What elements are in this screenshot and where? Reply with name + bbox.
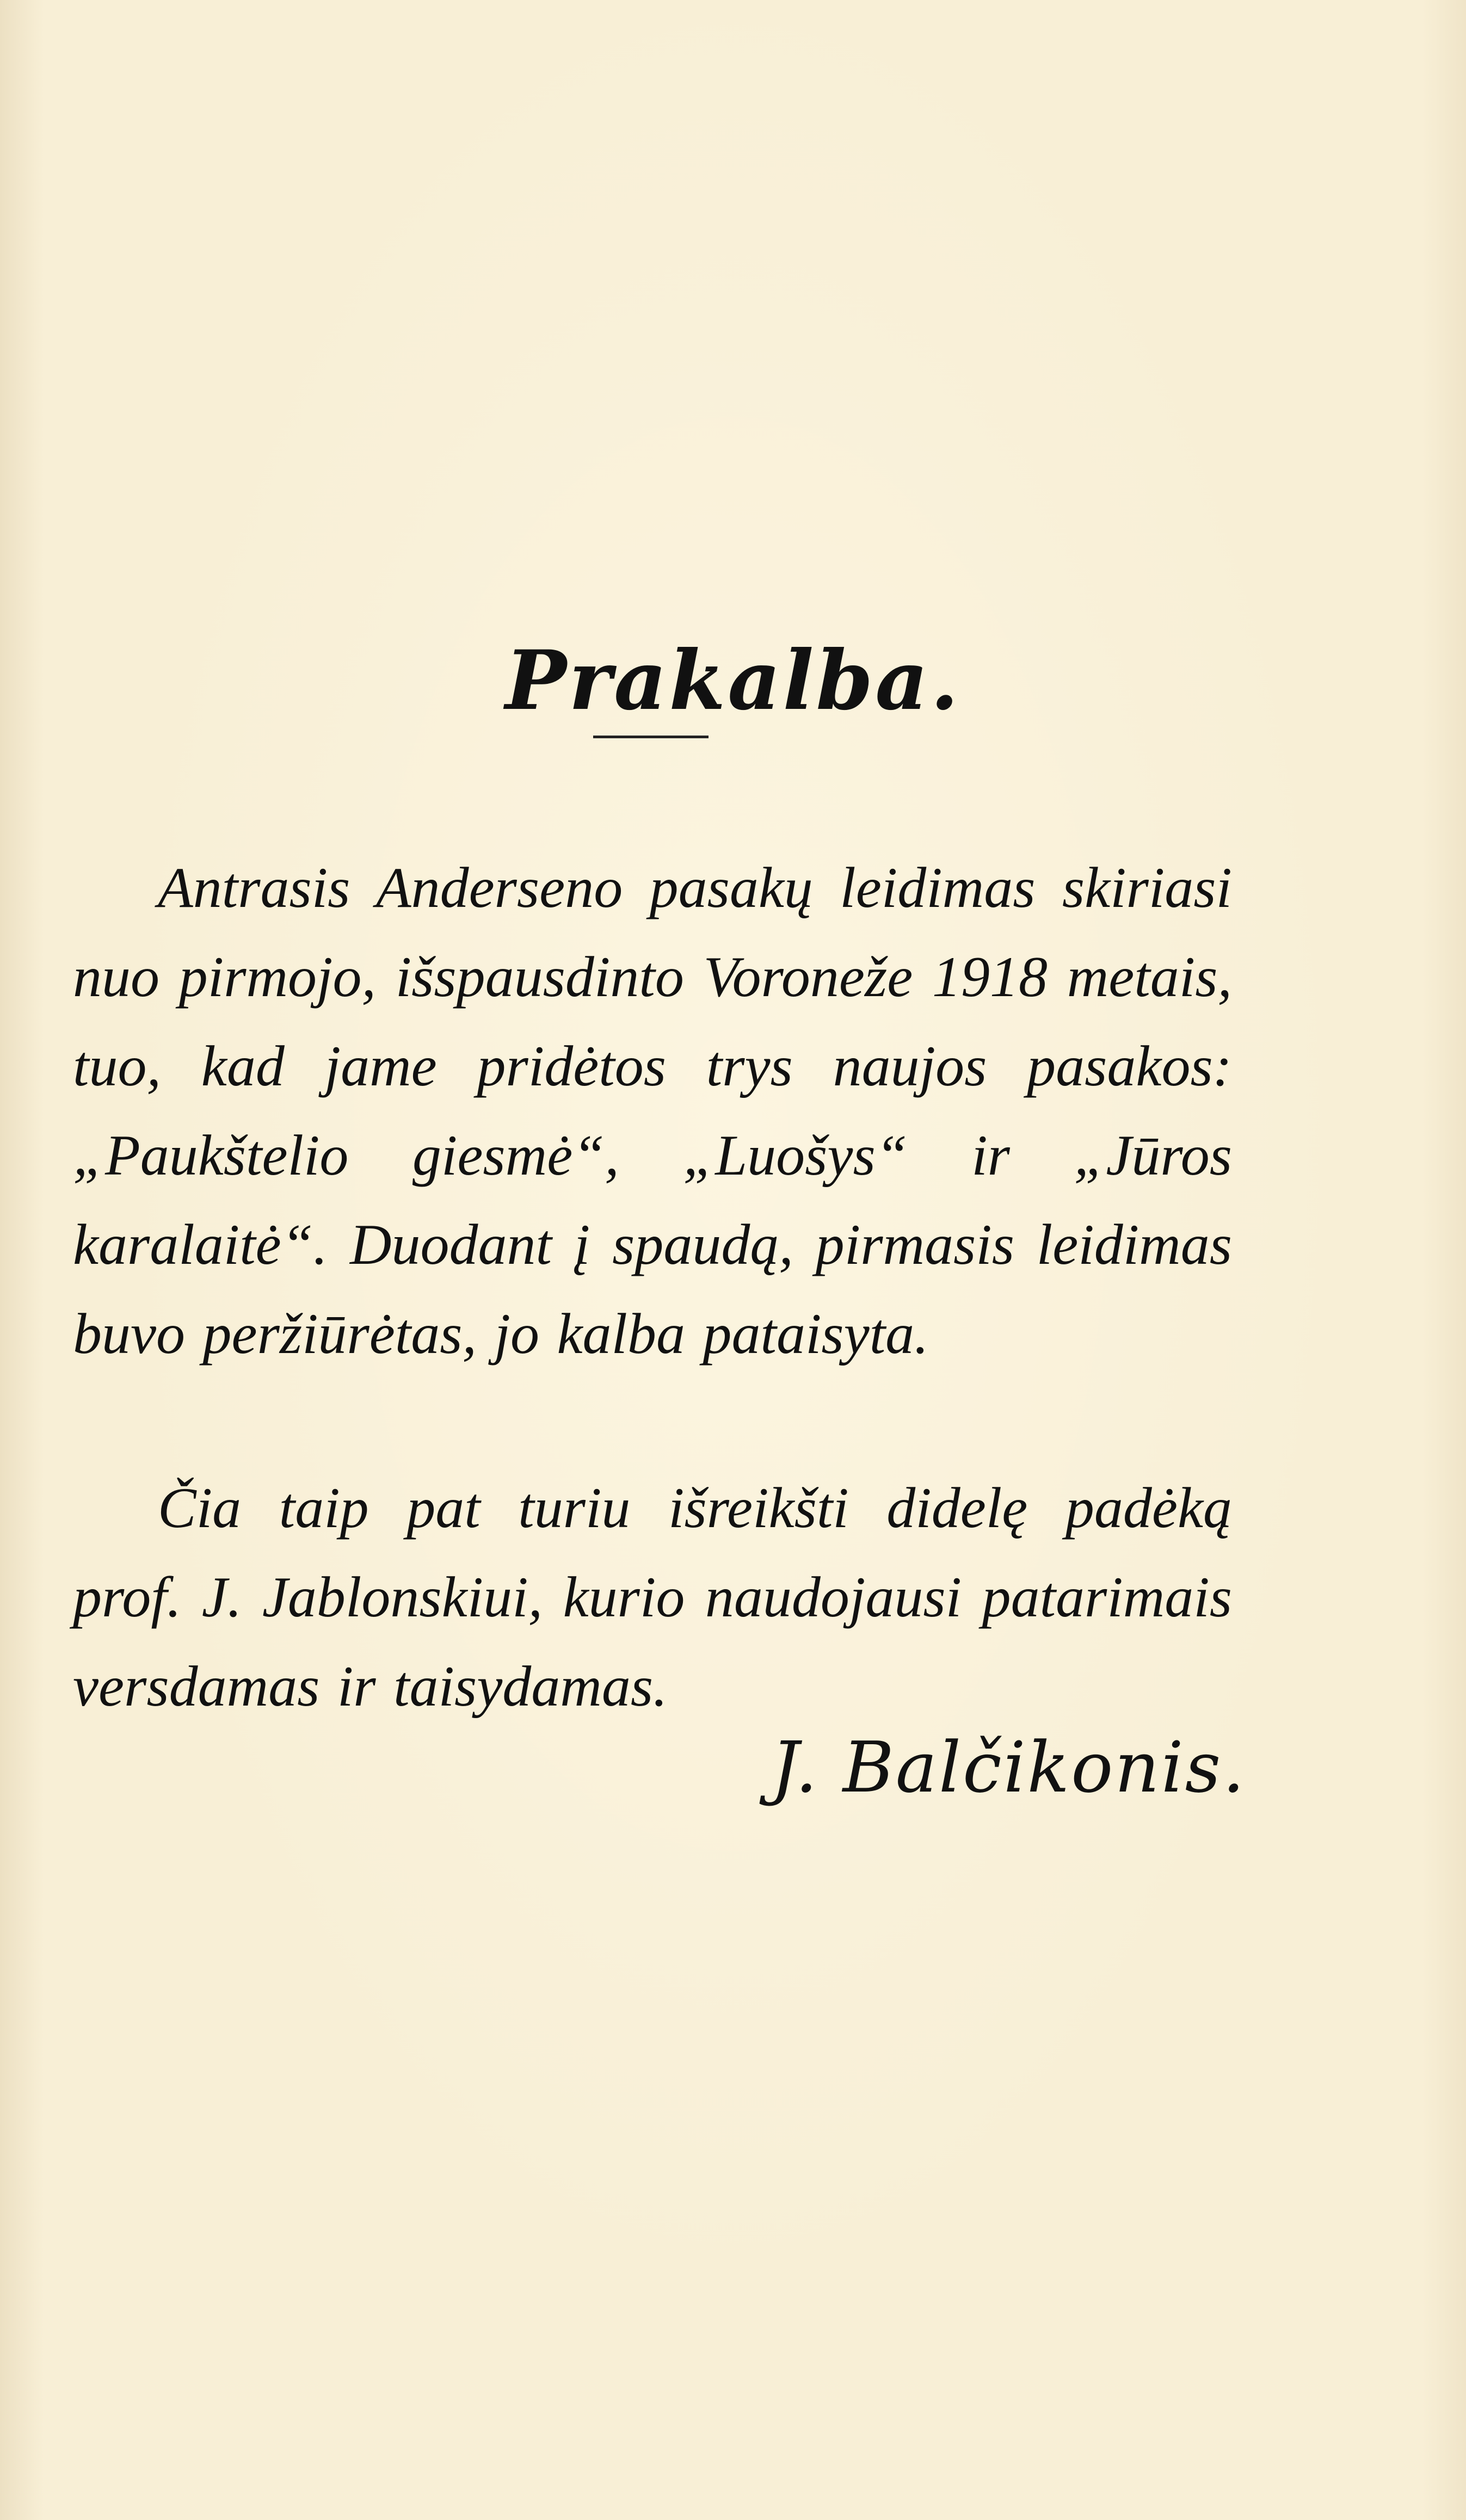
preface-paragraph-2: Čia taip pat turiu išreikšti didelę padėką prof. J. Jablonskiui, kurio naudojausi patarimais versdamas ir taisydamas. xyxy=(73,1476,1232,1718)
title-divider xyxy=(593,736,709,738)
preface-paragraph-1: Antrasis Anderseno pasakų leidimas skiriasi nuo pirmojo, išspausdinto Voroneže 1918 metais, tuo, kad jame pridėtos trys naujos pasakos: „Paukštelio giesmė“, „Luošys“ ir „Jūros karalaitė“. Duodant į spaudą, pirmasis leidimas buvo peržiūrėtas, jo kalba pataisyta. xyxy=(73,856,1232,1366)
page-title: Prakalba. xyxy=(505,632,961,728)
author-signature: J. Balčikonis. xyxy=(771,1727,1246,1808)
